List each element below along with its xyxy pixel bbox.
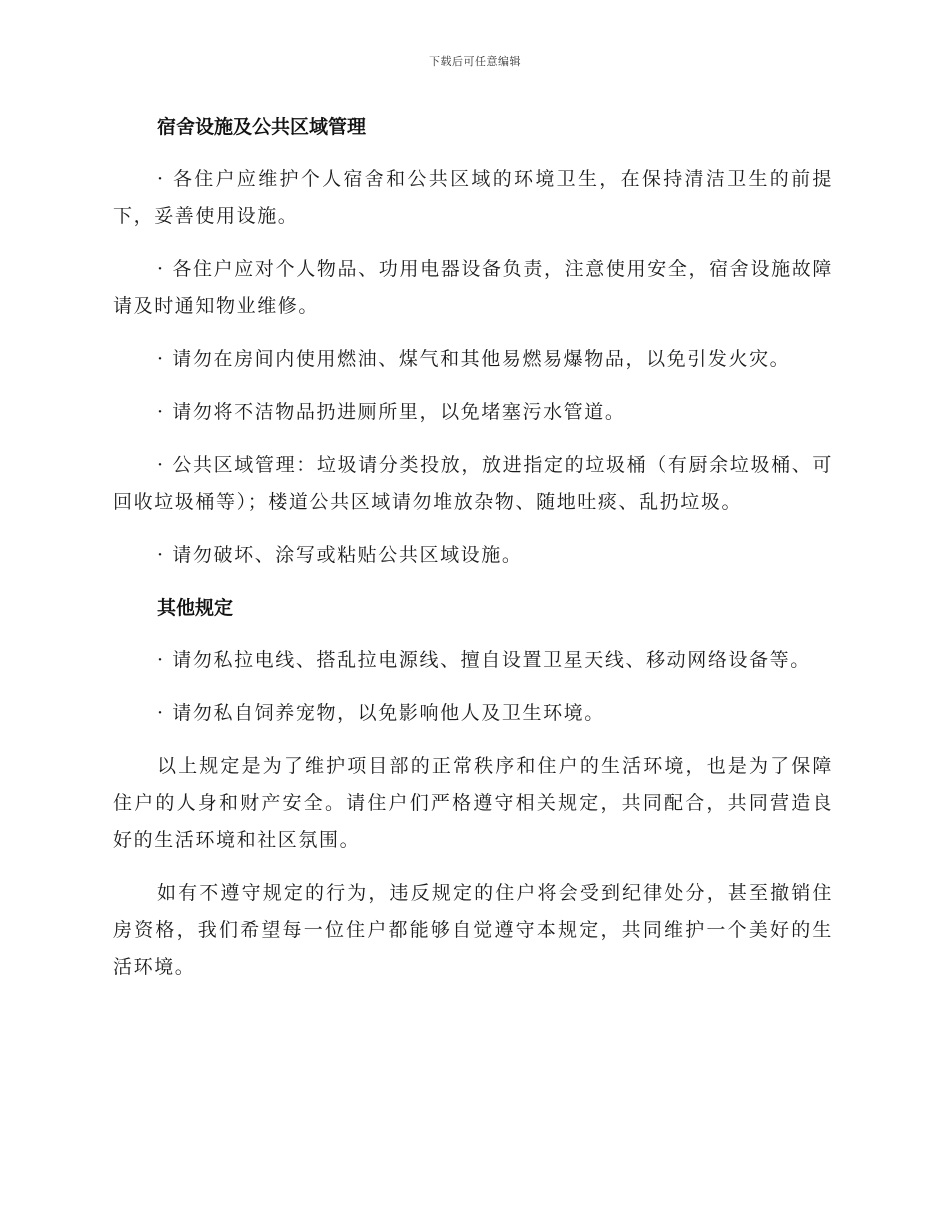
section-heading-dormitory: 宿舍设施及公共区域管理	[157, 116, 367, 138]
section-heading-other-rules: 其他规定	[157, 597, 234, 619]
closing-paragraph: 以上规定是为了维护项目部的正常秩序和住户的生活环境，也是为了保障住户的人身和财产安全。请住户们严格遵守相关规定，共同配合，共同营造良好的生活环境和社区氛围。	[113, 755, 833, 851]
closing-paragraph: 如有不遵守规定的行为，违反规定的住户将会受到纪律处分，甚至撤销住房资格，我们希望每一位住户都能够自觉遵守本规定，共同维护一个美好的生活环境。	[113, 882, 833, 978]
list-item: · 请勿将不洁物品扔进厕所里，以免堵塞污水管道。	[157, 401, 626, 423]
list-item: · 请勿在房间内使用燃油、煤气和其他易燃易爆物品，以免引发火灾。	[157, 348, 791, 370]
list-item: · 各住户应维护个人宿舍和公共区域的环境卫生，在保持清洁卫生的前提下，妥善使用设施。	[113, 168, 833, 227]
list-item: · 请勿私自饲养宠物，以免影响他人及卫生环境。	[157, 702, 605, 724]
header-note: 下载后可任意编辑	[429, 55, 521, 68]
list-item: · 请勿私拉电线、搭乱拉电源线、擅自设置卫星天线、移动网络设备等。	[157, 649, 811, 671]
list-item: · 请勿破坏、涂写或粘贴公共区域设施。	[157, 544, 523, 566]
list-item: · 各住户应对个人物品、功用电器设备负责，注意使用安全，宿舍设施故障请及时通知物业维修。	[113, 258, 833, 317]
list-item: · 公共区域管理：垃圾请分类投放，放进指定的垃圾桶（有厨余垃圾桶、可回收垃圾桶等）；楼道公共区域请勿堆放杂物、随地吐痰、乱扔垃圾。	[113, 454, 833, 513]
document-body	[113, 109, 833, 1002]
